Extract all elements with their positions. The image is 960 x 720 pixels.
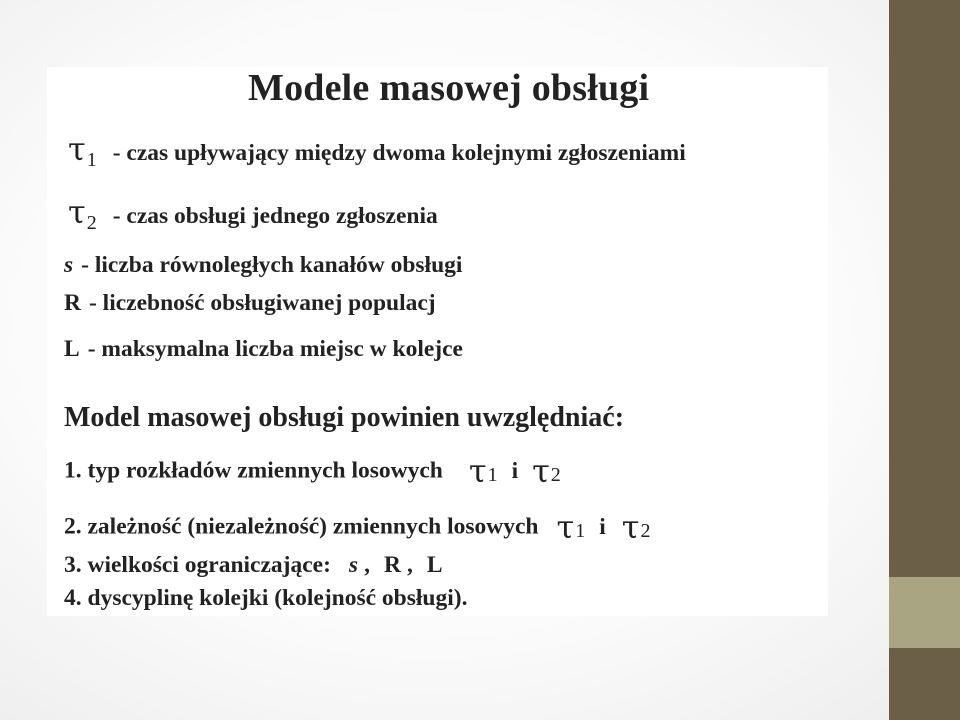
- tau-symbol: τ: [68, 130, 86, 168]
- definition-text: - czas obsługi jednego zgłoszenia: [112, 203, 438, 229]
- variable-l: L: [64, 336, 80, 362]
- variable-l: L: [426, 552, 443, 578]
- tau-symbol: τ: [556, 508, 575, 546]
- right-side-accent-square: [889, 577, 960, 648]
- and-label: i: [599, 513, 606, 540]
- requirement-text: 4. dyscyplinę kolejki (kolejność obsługi).: [64, 585, 468, 611]
- subheading: Model masowej obsługi powinien uwzględniać:: [64, 402, 625, 433]
- definition-text: - liczebność obsługiwanej populacj: [88, 290, 436, 316]
- requirement-item-3: [64, 552, 443, 579]
- variable-s: s: [64, 252, 74, 278]
- definition-tau1: [68, 130, 686, 172]
- separator: ,: [364, 552, 370, 578]
- tau-symbol: τ: [532, 452, 550, 490]
- tau-subscript: 1: [575, 519, 586, 542]
- requirement-item-2: [64, 508, 650, 546]
- and-label: i: [511, 457, 519, 484]
- tau-symbol: τ: [621, 508, 640, 546]
- slide-title: Modele masowej obsługi: [248, 67, 650, 109]
- tau-subscript: 1: [487, 463, 498, 486]
- requirement-text: 2. zależność (niezależność) zmiennych losowych: [64, 513, 539, 540]
- definition-l: [64, 336, 463, 363]
- tau-subscript: 1: [86, 149, 97, 171]
- variable-r: R: [64, 290, 81, 316]
- definition-text: - maksymalna liczba miejsc w kolejce: [87, 336, 463, 362]
- requirement-text: 1. typ rozkładów zmiennych losowych: [64, 457, 443, 484]
- requirement-item-1: [64, 452, 561, 490]
- definition-r: [64, 290, 436, 317]
- tau-symbol: τ: [468, 452, 487, 490]
- requirement-item-4: [64, 585, 467, 612]
- tau-symbol: τ: [68, 193, 86, 231]
- variable-s: s: [348, 552, 359, 578]
- tau-subscript: 2: [550, 463, 561, 486]
- definition-text: - czas upływający między dwoma kolejnymi zgłoszeniami: [112, 140, 686, 166]
- tau-subscript: 2: [640, 519, 651, 542]
- definition-text: - liczba równoległych kanałów obsługi: [81, 252, 463, 278]
- definition-s: [64, 252, 462, 279]
- tau-subscript: 2: [86, 212, 97, 234]
- requirement-text: 3. wielkości ograniczające:: [64, 552, 331, 578]
- separator: ,: [406, 552, 413, 578]
- variable-r: R: [383, 552, 401, 578]
- definition-tau2: [68, 193, 438, 235]
